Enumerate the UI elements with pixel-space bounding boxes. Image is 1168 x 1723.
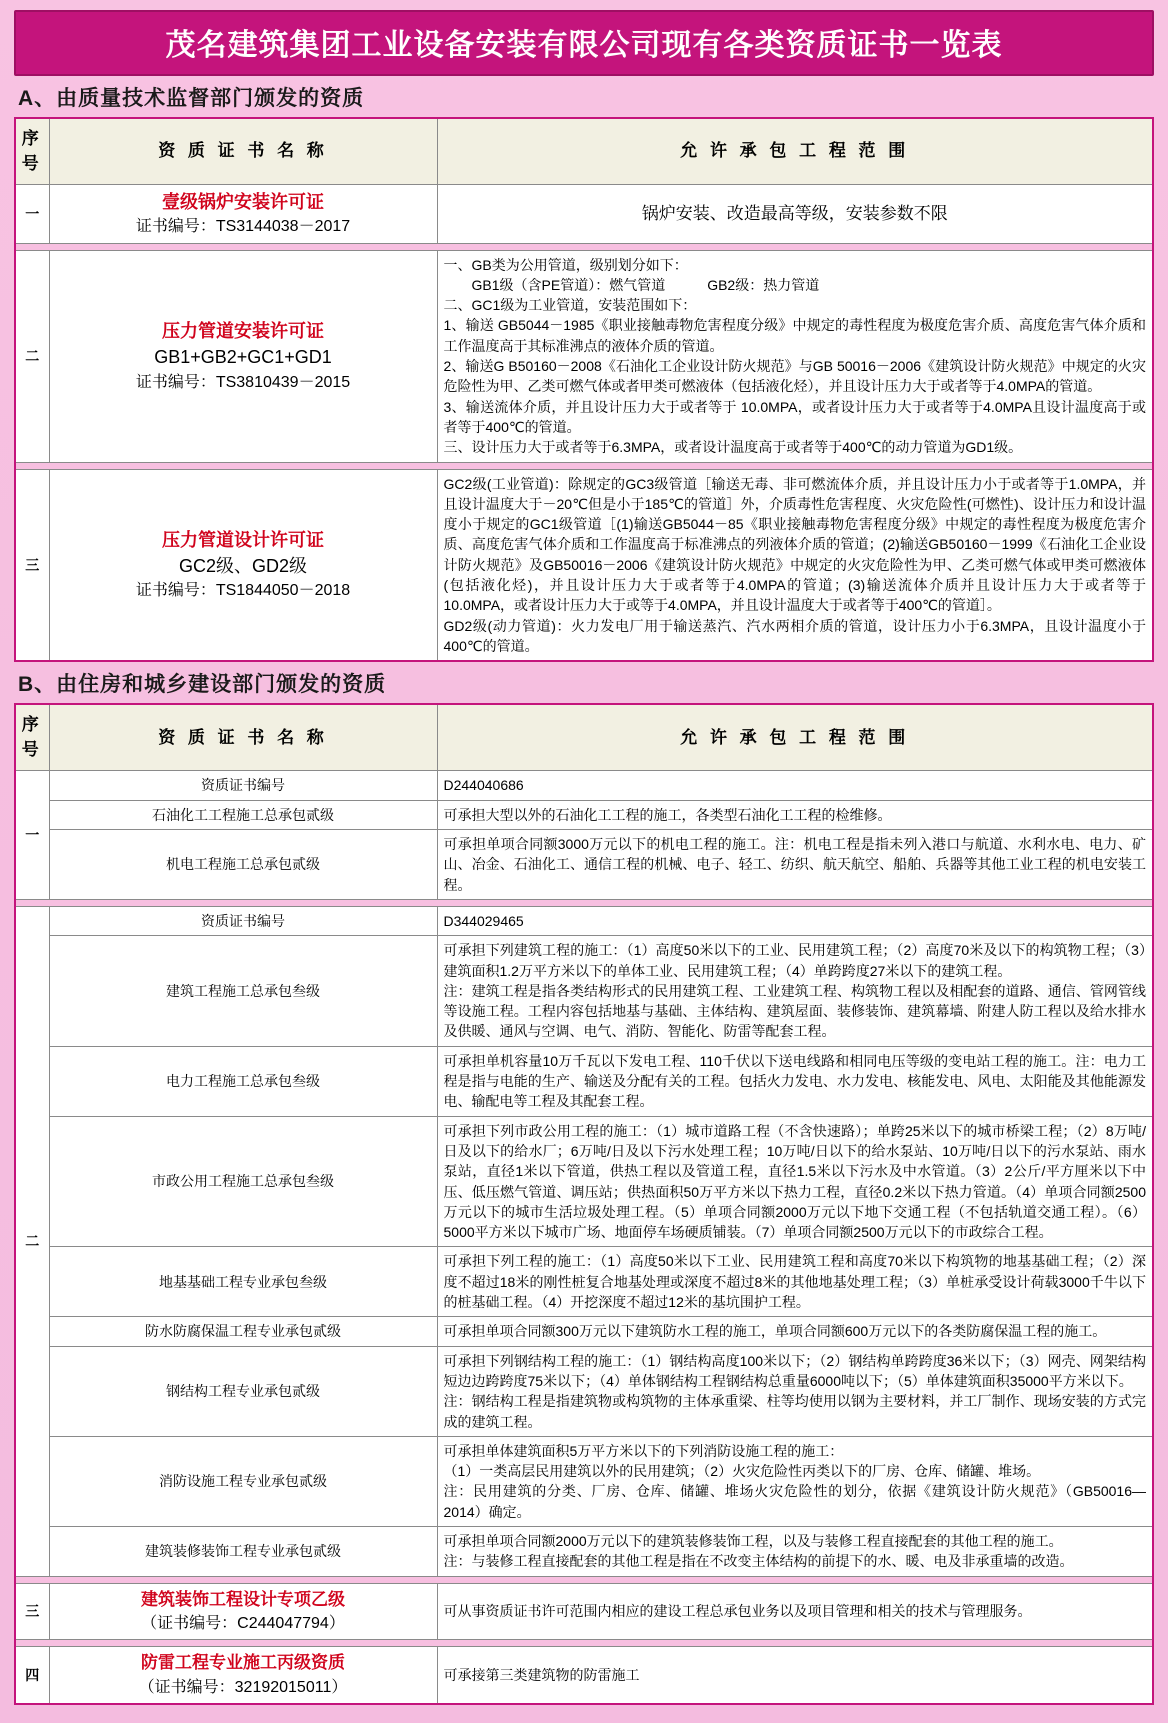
table-row: [15, 830, 1153, 900]
cert-number: 证书编号：TS3810439－2015: [135, 373, 351, 391]
section-b-table-wrap: [14, 703, 1154, 1705]
table-row: [15, 1526, 1153, 1576]
table-row: [15, 771, 1153, 800]
table-row: [15, 1436, 1153, 1526]
cert-name: [49, 1583, 437, 1640]
cert-name: [49, 1647, 437, 1704]
section-a-heading: A、由质量技术监督部门颁发的资质: [18, 87, 365, 110]
cert-scope: 可承担单体建筑面积5万平方米以下的下列消防设施工程的施工： （1）一类高层民用建筑以外的民用建筑；（2）火灾危险性丙类以下的厂房、仓库、储罐、堆场。 注：民用建筑的分类、厂房、仓库、储罐、堆场火灾危险性的划分，依据《建筑设计防火规范》（GB50016—2014）确定。: [437, 1436, 1153, 1526]
col-header-name: 资 质 证 书 名 称: [49, 118, 437, 185]
cert-name: 电力工程施工总承包叁级: [49, 1046, 437, 1116]
col-header-no: 序号: [15, 118, 49, 185]
cert-name-title: 壹级锅炉安装许可证: [162, 192, 324, 213]
cert-scope: D244040686: [437, 771, 1153, 800]
row-spacer: [15, 1576, 1153, 1583]
cert-scope: GC2级(工业管道)：除规定的GC3级管道［输送无毒、非可燃流体介质，并且设计压力小于或者等于1.0MPA，并且设计温度大于－20℃但是小于185℃的管道］外，介质毒性危害程度、火灾危险性(可燃性)、设计压力和设计温度小于规定的GC1级管道［(1)输送GB5044－85《职业接触毒物危害程度分级》中规定的毒性程度为极度危害介质、高度危害气体介质和工作温度高于标准沸点的列液体介质的管道；(2)输送GB50160－1999《石油化工企业设计防火规范》及GB50016－2006《建筑设计防火规范》中规定的火灾危险性为甲、乙类可燃气体或甲类可燃液体(包括液化烃)，并且设计压力大于或者等于4.0MPA的管道；(3)输送流体介质并且设计压力大于或者等于10.0MPA，或者设计压力大于或等于4.0MPA，并且设计温度大于或者等于400℃的管道］。 GD2级(动力管道)：火力发电厂用于输送蒸汽、汽水两相介质的管道，设计压力小于6.3MPA，且设计温度小于400℃的管道。: [437, 469, 1153, 661]
cert-number: （证书编号：32192015011）: [138, 1679, 348, 1697]
poster-title-banner: [14, 10, 1154, 76]
cert-scope: D344029465: [437, 906, 1153, 935]
col-header-scope: 允 许 承 包 工 程 范 围: [437, 704, 1153, 771]
row-spacer: [15, 1640, 1153, 1647]
cert-number: 证书编号：TS1844050－2018: [135, 582, 351, 600]
table-row: [15, 1346, 1153, 1436]
row-no: 四: [15, 1647, 49, 1704]
cert-name: 机电工程施工总承包贰级: [49, 830, 437, 900]
cert-scope: 可承担下列市政公用工程的施工：（1）城市道路工程（不含快速路）；单跨25米以下的城市桥梁工程；（2）8万吨/日及以下的给水厂；6万吨/日及以下污水处理工程；10万吨/日以下的给水泵站、10万吨/日以下的污水泵站、雨水泵站，直径1米以下管道，供热工程以及管道工程，直径1.5米以下污水及中水管道。（3）2公斤/平方厘米以下中压、低压燃气管道、调压站；供热面积50万平方米以下热力工程，直径0.2米以下热力管道。（4）单项合同额2500万元以下的城市生活垃圾处理工程。（5）单项合同额2000万元以下地下交通工程（不包括轨道交通工程）。（6）5000平方米以下城市广场、地面停车场硬质铺装。（7）单项合同额2500万元以下的市政综合工程。: [437, 1116, 1153, 1247]
cert-name-title: 压力管道设计许可证: [162, 530, 324, 551]
cert-name: [49, 250, 437, 462]
cert-scope: 可承担单项合同额3000万元以下的机电工程的施工。注：机电工程是指未列入港口与航道、水利水电、电力、矿山、冶金、石油化工、通信工程的机械、电子、轻工、纺织、航天航空、船舶、兵器等其他工业工程的机电安装工程。: [437, 830, 1153, 900]
cert-scope: 可承担单项合同额2000万元以下的建筑装修装饰工程，以及与装修工程直接配套的其他工程的施工。 注：与装修工程直接配套的其他工程是指在不改变主体结构的前提下的水、暖、电及非承重墙的改造。: [437, 1526, 1153, 1576]
cert-scope: 可承担下列工程的施工：（1）高度50米以下工业、民用建筑工程和高度70米以下构筑物的地基基础工程；（2）深度不超过18米的刚性桩复合地基处理或深度不超过8米的其他地基处理工程；（3）单桩承受设计荷载3000千牛以下的桩基础工程。（4）开挖深度不超过12米的基坑围护工程。: [437, 1247, 1153, 1317]
cert-number: （证书编号：C244047794）: [141, 1615, 345, 1633]
cert-name-title: 压力管道安装许可证: [162, 321, 324, 342]
cert-name: 防水防腐保温工程专业承包贰级: [49, 1317, 437, 1346]
cert-scope: 可从事资质证书许可范围内相应的建设工程总承包业务以及项目管理和相关的技术与管理服务。: [437, 1583, 1153, 1640]
cert-number: 证书编号：TS3144038－2017: [135, 218, 351, 236]
cert-name: 资质证书编号: [49, 906, 437, 935]
cert-scope: 可承担单项合同额300万元以下建筑防水工程的施工，单项合同额600万元以下的各类防腐保温工程的施工。: [437, 1317, 1153, 1346]
cert-name: 资质证书编号: [49, 771, 437, 800]
table-header-row: [15, 704, 1153, 771]
table-row: [15, 469, 1153, 661]
cert-scope: 可承担大型以外的石油化工工程的施工，各类型石油化工工程的检维修。: [437, 800, 1153, 829]
col-header-scope: 允 许 承 包 工 程 范 围: [437, 118, 1153, 185]
cert-name-title: 建筑装饰工程设计专项乙级: [141, 1589, 345, 1609]
cert-name: [49, 469, 437, 661]
row-no: 一: [15, 771, 49, 899]
cert-scope: 锅炉安装、改造最高等级，安装参数不限: [437, 185, 1153, 243]
cert-scope: 可承担下列钢结构工程的施工：（1）钢结构高度100米以下；（2）钢结构单跨跨度36米以下；（3）网壳、网架结构短边边跨跨度75米以下；（4）单体钢结构工程钢结构总重量6000吨以下；（5）单体建筑面积35000平方米以下。 注：钢结构工程是指建筑物或构筑物的主体承重梁、柱等均使用以钢为主要材料，并工厂制作、现场安装的方式完成的建筑工程。: [437, 1346, 1153, 1436]
cert-name: 钢结构工程专业承包贰级: [49, 1346, 437, 1436]
row-spacer: [15, 899, 1153, 906]
section-a-table: [14, 117, 1154, 662]
cert-scope: 可承担单机容量10万千瓦以下发电工程、110千伏以下送电线路和相同电压等级的变电站工程的施工。注：电力工程是指与电能的生产、输送及分配有关的工程。包括火力发电、水力发电、核能发电、风电、太阳能及其他能源发电、输配电等工程及其配套工程。: [437, 1046, 1153, 1116]
row-no: 一: [15, 185, 49, 243]
table-row: [15, 250, 1153, 462]
page-title: 茂名建筑集团工业设备安装有限公司现有各类资质证书一览表: [165, 28, 1003, 63]
table-row: [15, 800, 1153, 829]
table-row: [15, 1647, 1153, 1704]
table-row: [15, 1247, 1153, 1317]
table-row: [15, 1116, 1153, 1247]
cert-scope: 可承担下列建筑工程的施工：（1）高度50米以下的工业、民用建筑工程；（2）高度70米及以下的构筑物工程；（3）建筑面积1.2万平方米以下的单体工业、民用建筑工程；（4）单跨跨度27米以下的建筑工程。 注：建筑工程是指各类结构形式的民用建筑工程、工业建筑工程、构筑物工程以及相配套的道路、通信、管网管线等设施工程。工程内容包括地基与基础、主体结构、建筑屋面、装修装饰、建筑幕墙、附建人防工程以及给水排水及供暖、通风与空调、电气、消防、智能化、防雷等配套工程。: [437, 936, 1153, 1046]
section-b-heading: B、由住房和城乡建设部门颁发的资质: [18, 673, 387, 697]
table-row: [15, 1317, 1153, 1346]
cert-name: 地基基础工程专业承包叁级: [49, 1247, 437, 1317]
section-b-table: [14, 703, 1154, 1705]
col-header-name: 资 质 证 书 名 称: [49, 704, 437, 771]
cert-grade: GB1+GB2+GC1+GD1: [154, 347, 332, 368]
cert-grade: GC2级、GD2级: [178, 556, 308, 577]
table-row: [15, 936, 1153, 1046]
cert-name: 市政公用工程施工总承包叁级: [49, 1116, 437, 1247]
row-spacer: [15, 462, 1153, 469]
cert-name: 石油化工工程施工总承包贰级: [49, 800, 437, 829]
table-row: [15, 1583, 1153, 1640]
cert-name: 建筑装修装饰工程专业承包贰级: [49, 1526, 437, 1576]
table-header-row: [15, 118, 1153, 185]
table-row: [15, 185, 1153, 243]
table-row: [15, 906, 1153, 935]
cert-name: 建筑工程施工总承包叁级: [49, 936, 437, 1046]
row-no: 二: [15, 250, 49, 462]
section-a-table-wrap: [14, 117, 1154, 662]
cert-name-title: 防雷工程专业施工丙级资质: [141, 1653, 345, 1673]
row-spacer: [15, 243, 1153, 250]
row-no: 三: [15, 469, 49, 661]
cert-scope: 一、GB类为公用管道，级别划分如下： GB1级（含PE管道）：燃气管道 GB2级：热力管道 二、GC1级为工业管道，安装范围如下： 1、输送 GB5044－1985《职业接触毒物危害程度分级》中规定的毒性程度为极度危害介质、高度危害气体介质和工作温度高于其标准沸点的液体介质的管道。 2、输送G B50160－2008《石油化工企业设计防火规范》与GB 50016－2006《建筑设计防火规范》中规定的火灾危险性为甲、乙类可燃气体或者甲类可燃液体（包括液化烃），并且设计压力大于或者等于4.0MPA的管道。 3、输送流体介质，并且设计压力大于或者等于 10.0MPA，或者设计压力大于或者等于4.0MPA且设计温度高于或者等于400℃的管道。 三、设计压力大于或者等于6.3MPA，或者设计温度高于或者等于400℃的动力管道为GD1级。: [437, 250, 1153, 462]
table-row: [15, 1046, 1153, 1116]
cert-scope: 可承接第三类建筑物的防雷施工: [437, 1647, 1153, 1704]
row-no: 三: [15, 1583, 49, 1640]
col-header-no: 序号: [15, 704, 49, 771]
cert-name: 消防设施工程专业承包贰级: [49, 1436, 437, 1526]
row-no: 二: [15, 906, 49, 1576]
cert-name: [49, 185, 437, 243]
